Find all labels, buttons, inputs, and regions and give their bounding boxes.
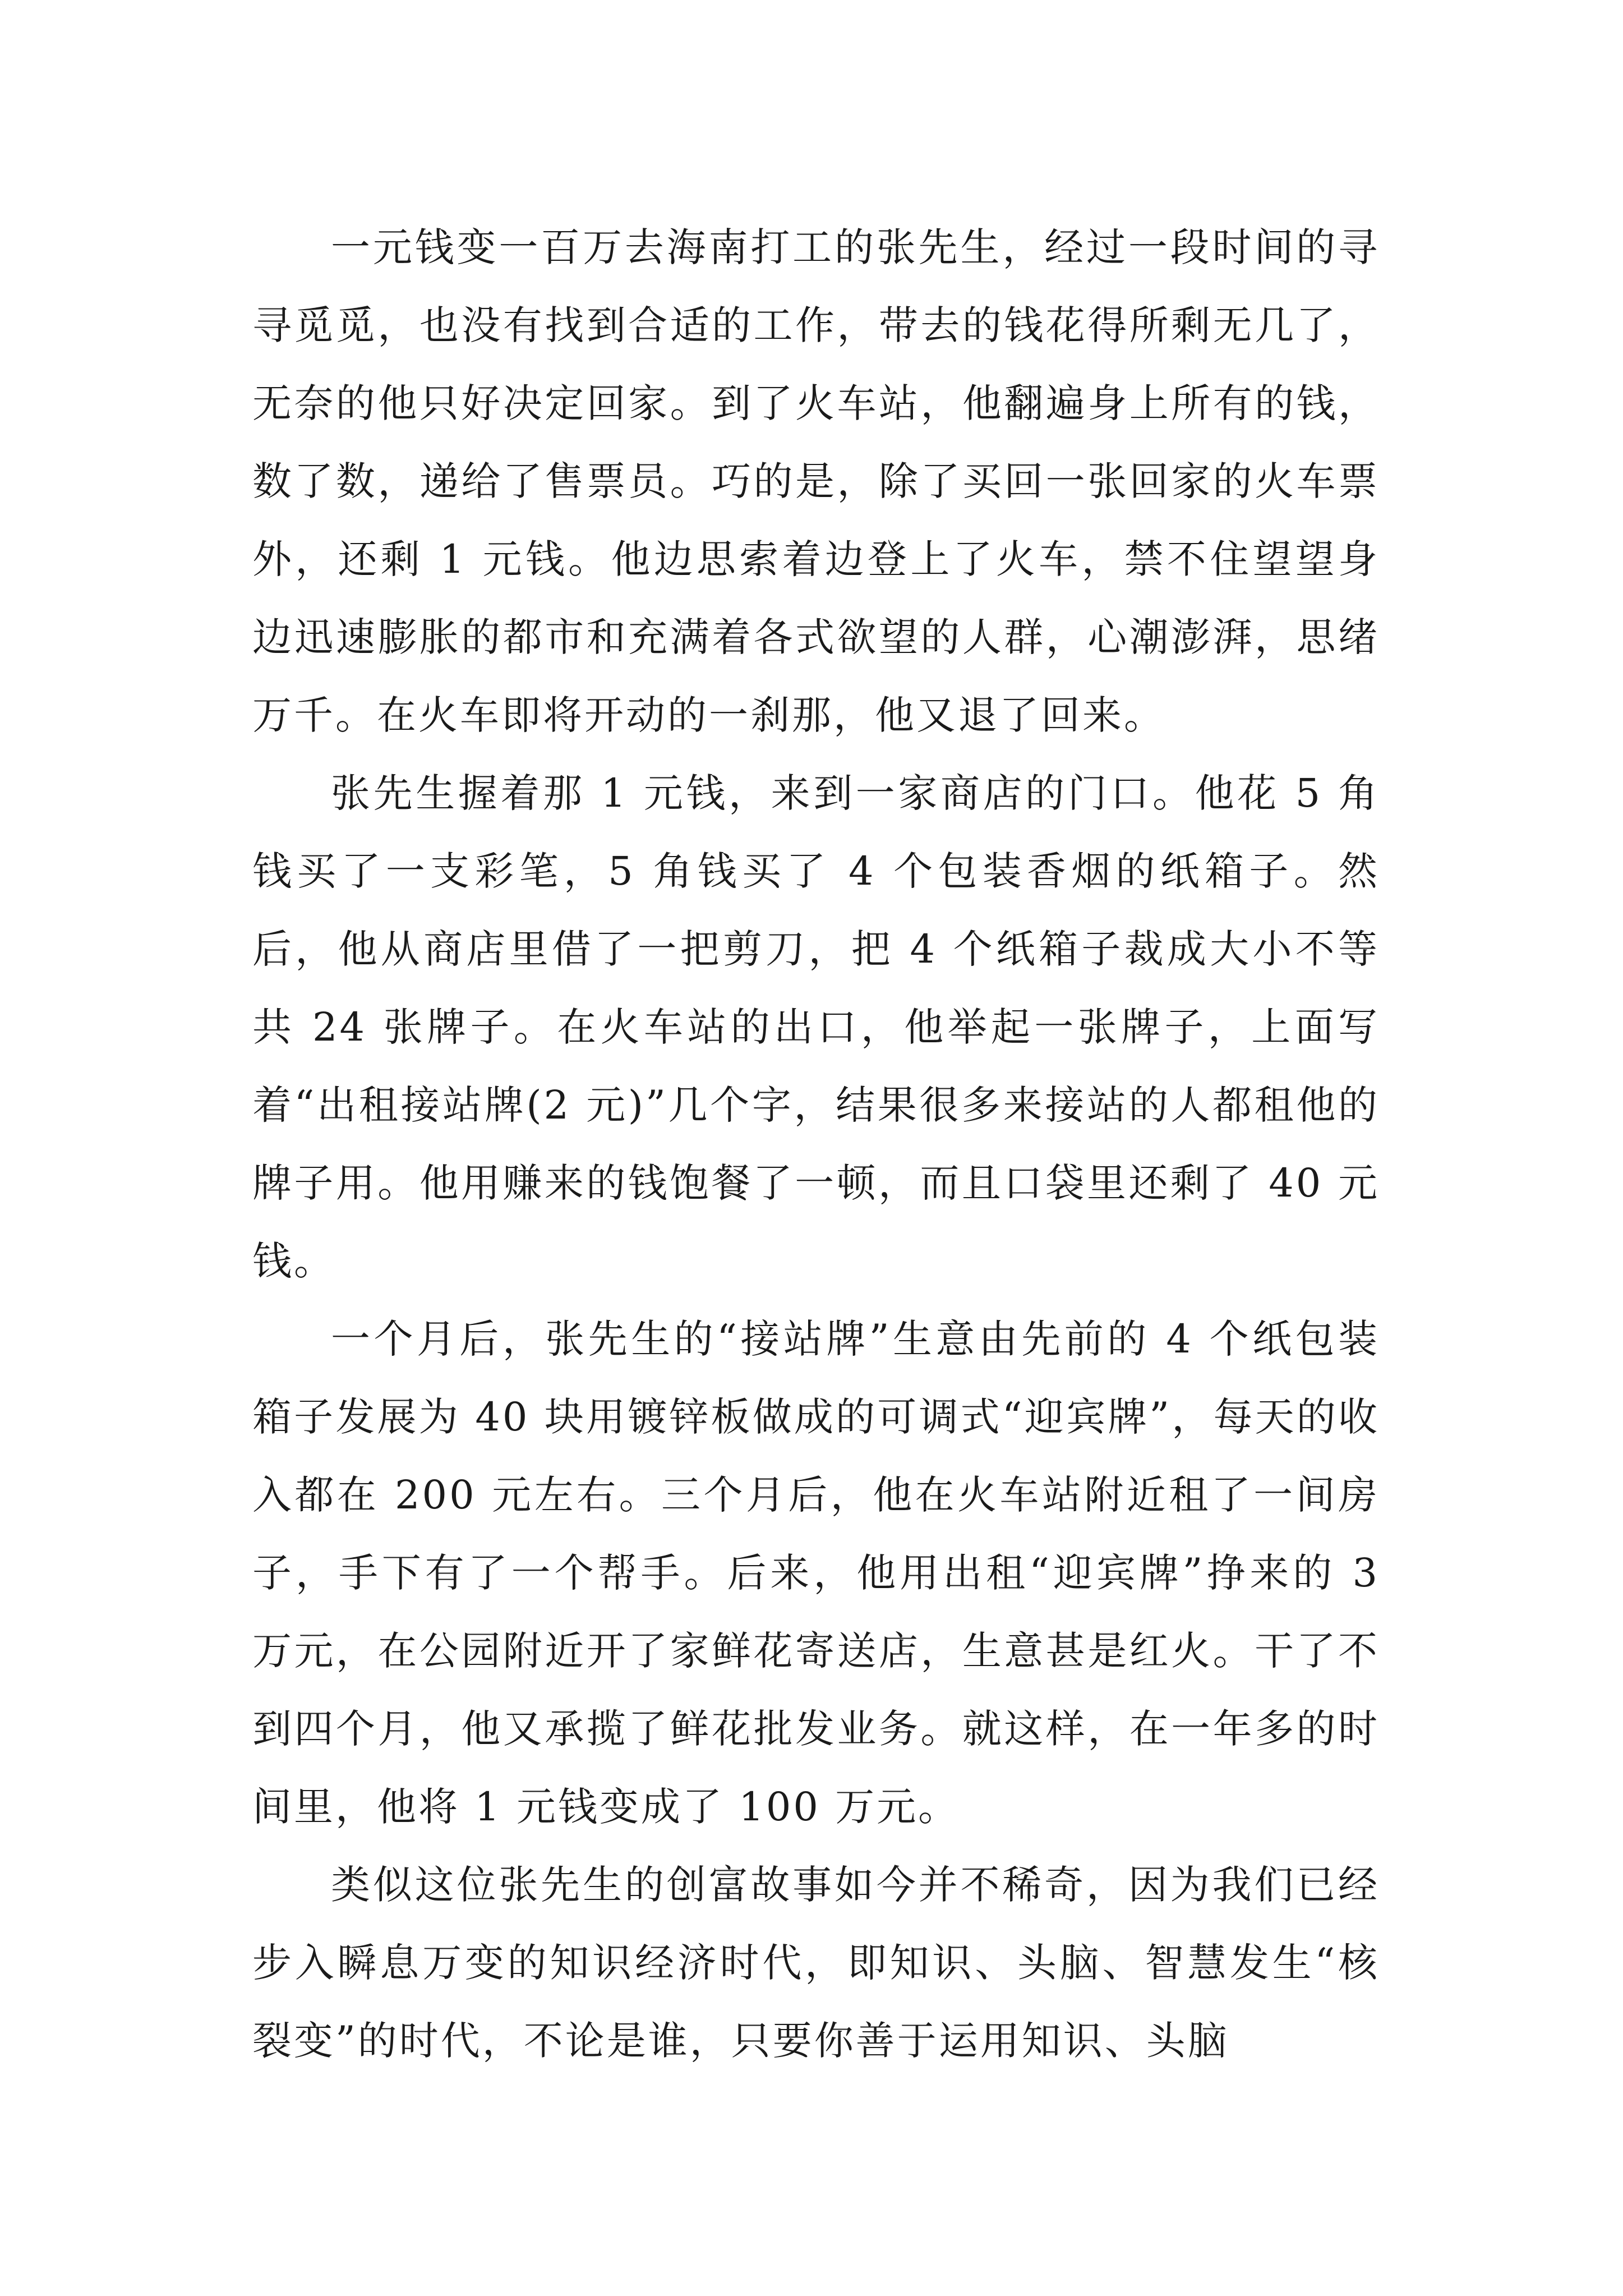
paragraph-1: 一元钱变一百万去海南打工的张先生，经过一段时间的寻寻觅觅，也没有找到合适的工作，带去的钱花得所剩无几了，无奈的他只好决定回家。到了火车站，他翻遍身上所有的钱，数了数，递给了售票员。巧的是，除了买回一张回家的火车票外，还剩 1 元钱。他边思索着边登上了火车，禁不住望望身边迅速膨胀的都市和充满着各式欲望的人群，心潮澎湃，思绪万千。在火车即将开动的一刹那，他又退了回来。 bbox=[252, 224, 1380, 738]
paragraph-4: 类似这位张先生的创富故事如今并不稀奇，因为我们已经步入瞬息万变的知识经济时代，即知识、头脑、智慧发生“核裂变”的时代，不论是谁，只要你善于运用知识、头脑 bbox=[252, 1862, 1380, 2064]
paragraph-2: 张先生握着那 1 元钱，来到一家商店的门口。他花 5 角钱买了一支彩笔，5 角钱买了 4 个包装香烟的纸箱子。然后，他从商店里借了一把剪刀，把 4 个纸箱子裁成大小不等共 24 张牌子。在火车站的出口，他举起一张牌子，上面写着“出租接站牌(2 元)”几个字，结果很多来接站的人都租他的牌子用。他用赚来的钱饱餐了一顿，而且口袋里还剩了 40 元钱。 bbox=[252, 770, 1380, 1284]
paragraph-3: 一个月后，张先生的“接站牌”生意由先前的 4 个纸包装箱子发展为 40 块用镀锌板做成的可调式“迎宾牌”，每天的收入都在 200 元左右。三个月后，他在火车站附近租了一间房子，手下有了一个帮手。后来，他用出租“迎宾牌”挣来的 3 万元，在公园附近开了家鲜花寄送店，生意甚是红火。干了不到四个月，他又承揽了鲜花批发业务。就这样，在一年多的时间里，他将 1 元钱变成了 100 万元。 bbox=[252, 1316, 1380, 1830]
body-text bbox=[252, 209, 1380, 2080]
